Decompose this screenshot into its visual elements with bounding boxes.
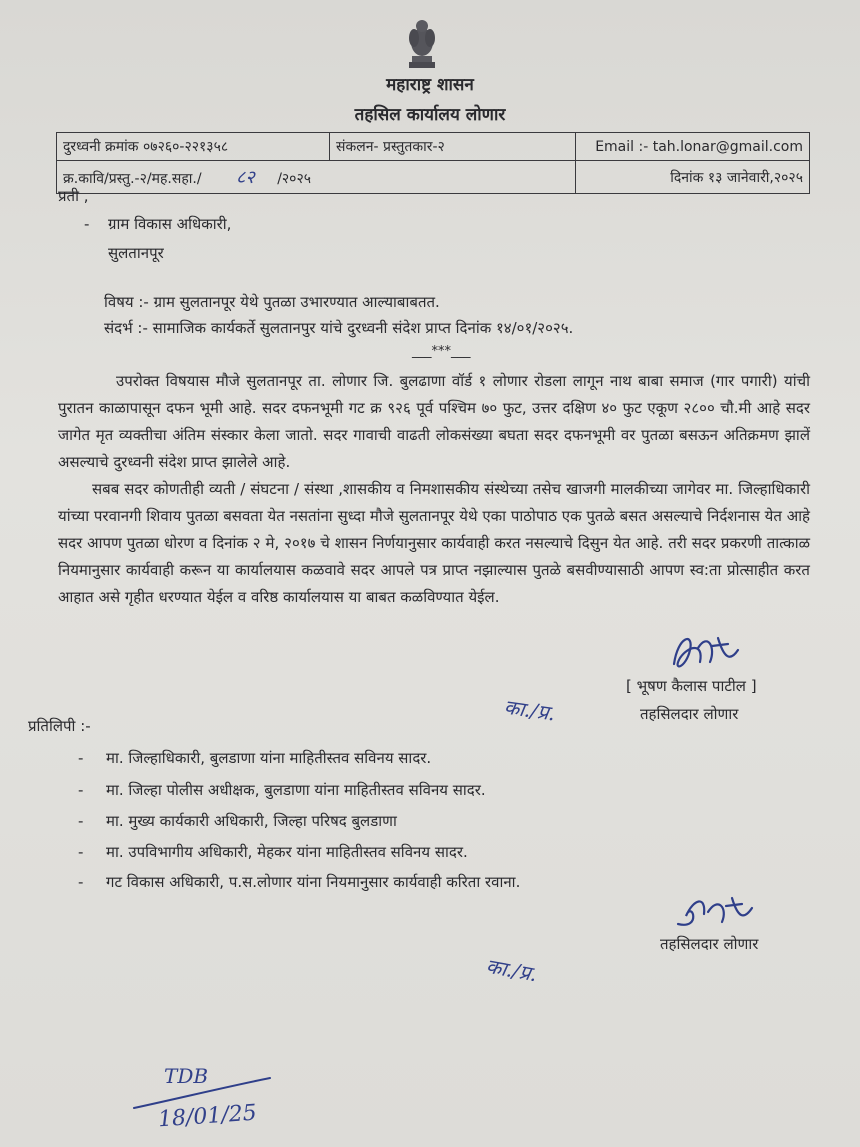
body-paragraph-1: उपरोक्त विषयास मौजे सुलतानपूर ता. लोणार जि. बुलढाणा वॉर्ड १ लोणार रोडला लागून नाथ बाबा समाज (गार पगारी) यांची पुरातन काळापासून दफन भूमी आहे. सदर दफनभूमी गट क्र ९२६ पूर्व पश्चिम ७० फुट, उत्तर दक्षिण ४० फुट एकूण २८०० चौ.मी आहे सदर जागेत मृत व्यक्तीचा अंतिम संस्कार केला जातो. सदर गावाची वाढती लोकसंख्या बघता सदर दफनभूमी वर पुतळा बसऊन अतिक्रमण झालें असल्याचे दुरध्वनी संदेश प्राप्त झालेले आहे. <box>58 372 810 471</box>
to-label: प्रती , <box>58 187 89 205</box>
recipient-name-text: ग्राम विकास अधिकारी, <box>108 215 232 233</box>
state-emblem-icon <box>405 18 439 70</box>
handwritten-initial-2: का./प्र. <box>484 953 539 987</box>
separator: ___***___ <box>412 344 471 359</box>
copy-item: - गट विकास अधिकारी, प.स.लोणार यांना नियमानुसार कार्यवाही करिता रवाना. <box>78 873 521 891</box>
handwritten-initial-1: का./प्र. <box>502 694 557 726</box>
compiler-cell: संकलन- प्रस्तुतकार-२ <box>330 133 576 161</box>
office-title: तहसिल कार्यालय लोणार <box>354 105 506 125</box>
recipient-name: - ग्राम विकास अधिकारी, <box>84 215 232 233</box>
body-paragraph-2: सबब सदर कोणतीही व्यती / संघटना / संस्था ,शासकीय व निमशासकीय संस्थेच्या तसेच खाजगी मालकीच्या जागेवर मा. जिल्हाधिकारी यांच्या परवानगी शिवाय पुतळा बसवता येत नसतांना सुध्दा मौजे सुलतानपूर येथे एका पाठोपाठ एक पुतळे बसत असल्याचे निर्दशनास येत आहे सदर आपण पुतळा धोरण व दिनांक २ मे, २०१७ चे शासन निर्णयानुसार कार्यवाही करत नसल्याचे दिसुन येत आहे. तरी सदर प्रकरणी तात्काळ नियमानुसार कार्यवाही करून या कार्यालयास कळवावे सदर आपले पत्र प्राप्त नझाल्यास पुतळे बसवीण्यासाठी आपण स्व:ता प्रोत्साहीत करत आहात असे गृहीत धरण्यात येईल व वरिष्ठ कार्यालयास या बाबत कळविण्यात येईल. <box>58 480 810 606</box>
phone-cell: दुरध्वनी क्रमांक ०७२६०-२२१३५८ <box>57 133 330 161</box>
reference-line: संदर्भ :- सामाजिक कार्यकर्ते सुलतानपुर यांचे दुरध्वनी संदेश प्राप्त दिनांक १४/०१/२०२५. <box>104 319 574 337</box>
outward-number-handwritten: ८२ <box>236 167 255 188</box>
copy-item: - मा. मुख्य कार्यकारी अधिकारी, जिल्हा परिषद बुलडाणा <box>78 812 397 830</box>
receipt-date: 18/01/25 <box>157 1100 258 1133</box>
copies-title: प्रतिलिपी :- <box>28 717 91 735</box>
government-title: महाराष्ट्र शासन <box>386 75 474 95</box>
copy-item: - मा. जिल्हाधिकारी, बुलडाणा यांना माहितीस्तव सविनय सादर. <box>78 749 432 767</box>
signature-icon <box>664 628 744 680</box>
copy-item-text: मा. मुख्य कार्यकारी अधिकारी, जिल्हा परिषद बुलडाणा <box>106 812 397 830</box>
outward-number-year: /२०२५ <box>277 171 312 187</box>
signatory-designation: तहसिलदार लोणार <box>640 705 739 723</box>
outward-number-prefix: क्र.कावि/प्रस्तु.-२/मह.सहा./ <box>63 171 202 187</box>
copy-item-text: गट विकास अधिकारी, प.स.लोणार यांना नियमानुसार कार्यवाही करिता रवाना. <box>106 873 521 891</box>
signature-icon-2 <box>672 890 756 936</box>
copy-item: - मा. उपविभागीय अधिकारी, मेहकर यांना माहितीस्तव सविनय सादर. <box>78 843 468 861</box>
signatory-designation-2: तहसिलदार लोणार <box>660 935 759 953</box>
subject-line: विषय :- ग्राम सुलतानपूर येथे पुतळा उभारण्यात आल्याबाबतत. <box>104 293 440 311</box>
receipt-initials: TDB <box>164 1064 209 1088</box>
copy-item-text: मा. जिल्हाधिकारी, बुलडाणा यांना माहितीस्तव सविनय सादर. <box>106 749 432 767</box>
signatory-name: [ भूषण कैलास पाटील ] <box>626 677 757 695</box>
date-cell: दिनांक १३ जानेवारी,२०२५ <box>576 161 810 194</box>
outward-number-cell <box>57 161 576 194</box>
copy-item-text: मा. उपविभागीय अधिकारी, मेहकर यांना माहितीस्तव सविनय सादर. <box>106 843 468 861</box>
copy-item: - मा. जिल्हा पोलीस अधीक्षक, बुलडाणा यांना माहितीस्तव सविनय सादर. <box>78 781 486 799</box>
recipient-place: सुलतानपूर <box>108 244 164 262</box>
copy-item-text: मा. जिल्हा पोलीस अधीक्षक, बुलडाणा यांना माहितीस्तव सविनय सादर. <box>106 781 486 799</box>
reference-table <box>56 132 810 194</box>
email-cell: Email :- tah.lonar@gmail.com <box>576 133 810 161</box>
